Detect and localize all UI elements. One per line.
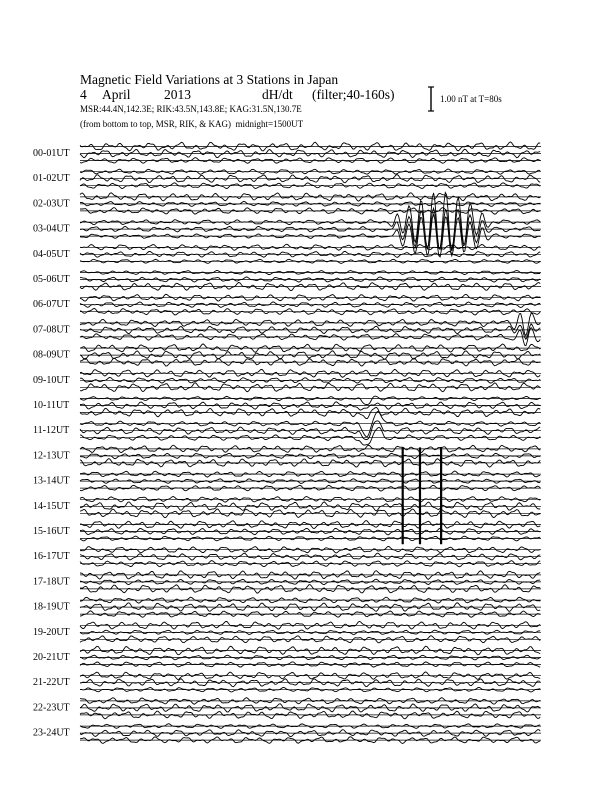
trace-kag	[80, 271, 540, 275]
hour-label: 23-24UT	[33, 727, 70, 739]
midnight-note: midnight=1500UT	[235, 119, 304, 129]
filter-label: (filter;40-160s)	[312, 87, 395, 102]
hour-label: 01-02UT	[33, 173, 70, 185]
hour-label: 04-05UT	[33, 248, 70, 260]
hour-label: 07-08UT	[33, 324, 70, 336]
hour-label: 14-15UT	[33, 500, 70, 512]
date-day: 4	[80, 87, 87, 102]
trace-msr	[80, 737, 540, 744]
date-year: 2013	[164, 87, 191, 102]
hour-label: 19-20UT	[33, 626, 70, 638]
hour-label: 08-09UT	[33, 349, 70, 361]
chart-title: Magnetic Field Variations at 3 Stations in Japan	[80, 72, 339, 87]
hour-label: 06-07UT	[33, 299, 70, 311]
hour-label: 21-22UT	[33, 677, 70, 689]
hour-label: 03-04UT	[33, 223, 70, 235]
hour-label: 13-14UT	[33, 475, 70, 487]
scale-bar-label: 1.00 nT at T=80s	[440, 94, 502, 104]
trace-rik	[80, 402, 540, 410]
hour-label: 00-01UT	[33, 148, 70, 159]
hour-label: 22-23UT	[33, 702, 70, 714]
hour-label: 12-13UT	[33, 450, 70, 462]
hour-label: 05-06UT	[33, 274, 70, 285]
trace-msr	[80, 407, 540, 418]
hour-label: 02-03UT	[33, 198, 70, 210]
hour-label: 11-12UT	[33, 425, 70, 437]
quantity-label: dH/dt	[262, 87, 293, 102]
station-coordinates: MSR:44.4N,142.3E; RIK:43.5N,143.8E; KAG:31.5N,130.7E	[80, 104, 302, 114]
hour-label: 09-10UT	[33, 374, 70, 386]
hour-label: 18-19UT	[33, 601, 70, 613]
date-month: April	[102, 87, 131, 102]
hour-label: 17-18UT	[33, 576, 70, 588]
hour-label: 15-16UT	[33, 526, 70, 537]
hour-label: 10-11UT	[33, 400, 70, 411]
trace-msr	[80, 536, 540, 541]
trace-kag	[80, 313, 540, 336]
trace-order: (from bottom to top, MSR, RIK, & KAG)	[80, 119, 232, 129]
hour-label: 16-17UT	[33, 551, 70, 563]
hour-rows	[33, 142, 541, 744]
hour-label: 20-21UT	[33, 652, 70, 663]
